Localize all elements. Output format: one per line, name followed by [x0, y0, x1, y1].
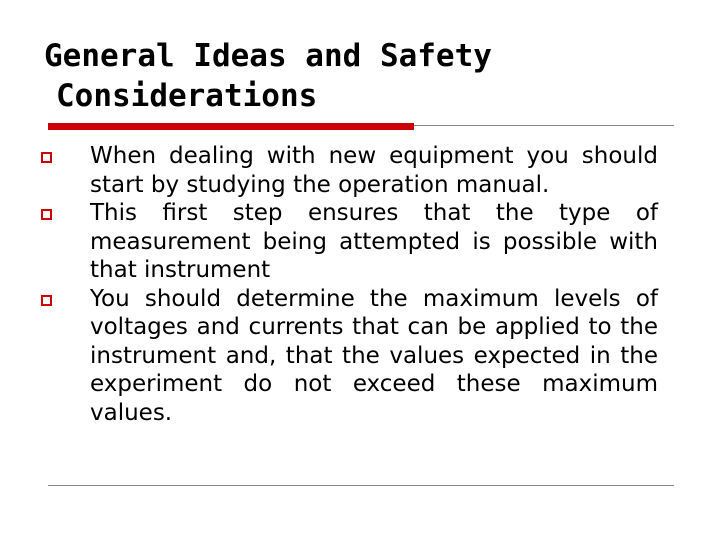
bullet-item-3 — [0, 285, 658, 428]
slide-title-line-1: General Ideas and Safety — [44, 38, 492, 74]
hollow-square-bullet-icon — [41, 209, 52, 220]
footer-divider-line — [48, 485, 674, 486]
bullet-list — [0, 142, 720, 427]
bullet-text-3: You should determine the maximum levels of voltages and currents that can be applied to the instrument and, that the values expected in the experiment do not exceed these maximum values. — [90, 285, 658, 426]
bullet-item-2 — [0, 199, 658, 285]
title-accent-bar — [48, 123, 414, 130]
slide-title-line-2: Considerations — [56, 78, 318, 114]
bullet-text-1: When dealing with new equipment you should start by studying the operation manual. — [90, 143, 658, 198]
bullet-text-2: This first step ensures that the type of measurement being attempted is possible with that instrument — [90, 200, 658, 283]
hollow-square-bullet-icon — [41, 295, 52, 306]
hollow-square-bullet-icon — [41, 152, 52, 163]
slide-title — [44, 36, 664, 116]
bullet-item-1 — [0, 142, 658, 199]
